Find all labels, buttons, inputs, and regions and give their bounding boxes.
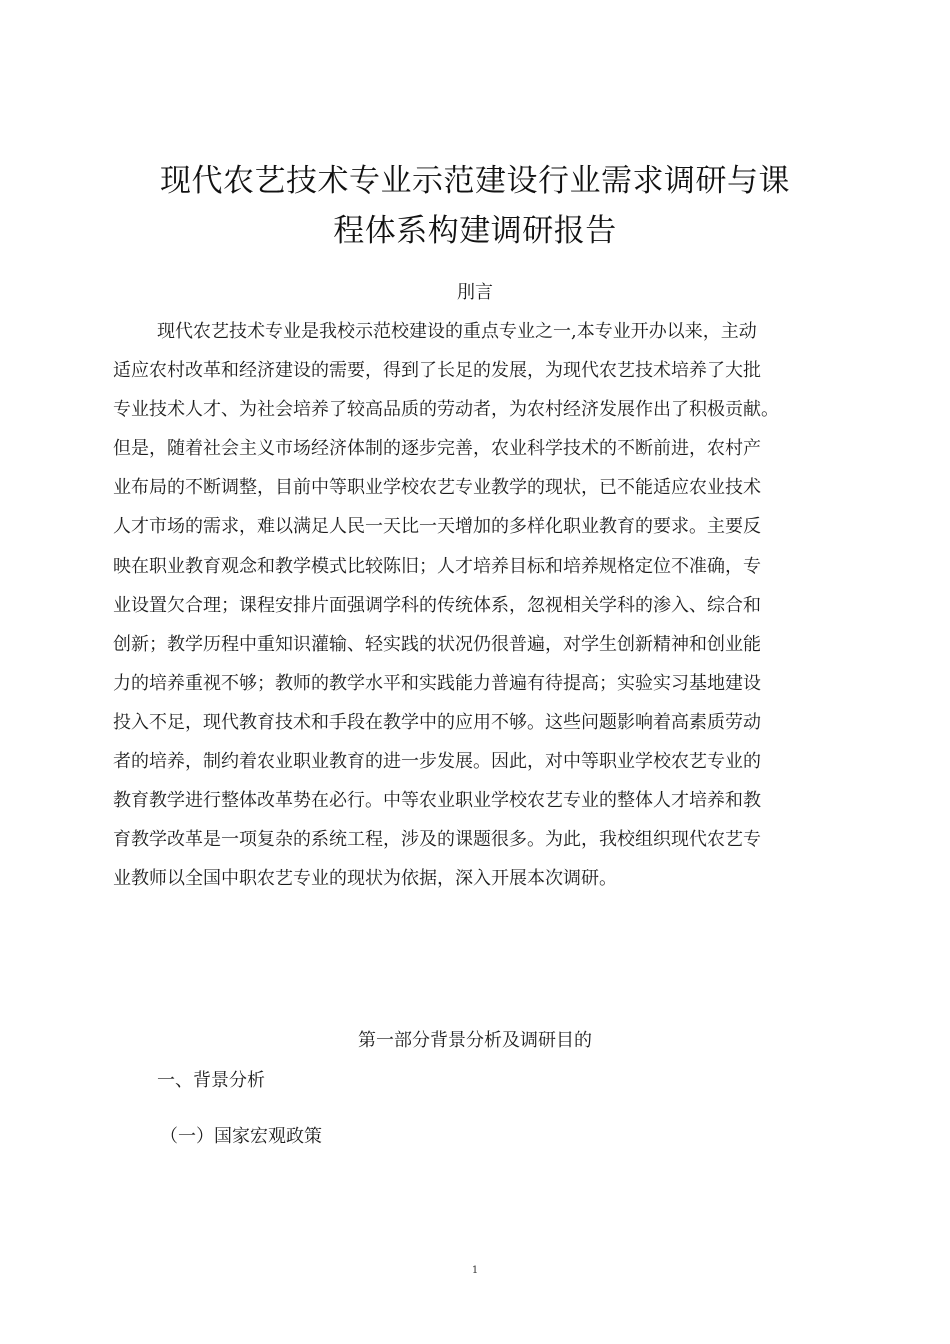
page-number: 1 bbox=[471, 1265, 479, 1276]
paragraph-line: 业布局的不断调整，目前中等职业学校农艺专业教学的现状，已不能适应农业技术 bbox=[113, 477, 761, 499]
paragraph-line: 现代农艺技术专业是我校示范校建设的重点专业之一,本专业开办以来，主动 bbox=[157, 321, 757, 342]
preface-paragraph bbox=[113, 312, 855, 898]
paragraph-line: 育教学改革是一项复杂的系统工程，涉及的课题很多。为此，我校组织现代农艺专 bbox=[113, 829, 761, 851]
paragraph-line: 创新；教学历程中重知识灌输、轻实践的状况仍很普遍，对学生创新精神和创业能 bbox=[113, 633, 761, 655]
paragraph-line: 教育教学进行整体改革势在必行。中等农业职业学校农艺专业的整体人才培养和教 bbox=[113, 790, 761, 812]
heading-national-policy: （一）国家宏观政策 bbox=[160, 1126, 322, 1147]
preface-heading: 刖言 bbox=[457, 282, 493, 303]
paragraph-line: 业设置欠合理；课程安排片面强调学科的传统体系，忽视相关学科的渗入、综合和 bbox=[113, 594, 761, 616]
heading-background-analysis: 一、背景分析 bbox=[157, 1070, 265, 1091]
section-title: 第一部分背景分析及调研目的 bbox=[358, 1030, 592, 1051]
document-title bbox=[100, 156, 850, 256]
paragraph-line: 专业技术人才、为社会培养了较高品质的劳动者，为农村经济发展作出了积极贡献。 bbox=[113, 399, 779, 421]
paragraph-line: 业教师以全国中职农艺专业的现状为依据，深入开展本次调研。 bbox=[113, 868, 617, 890]
title-line-2: 程体系构建调研报告 bbox=[333, 213, 617, 249]
paragraph-line: 映在职业教育观念和教学模式比较陈旧；人才培养目标和培养规格定位不准确，专 bbox=[113, 555, 761, 577]
paragraph-line: 人才市场的需求，难以满足人民一天比一天增加的多样化职业教育的要求。主要反 bbox=[113, 516, 761, 538]
paragraph-line: 力的培养重视不够；教师的教学水平和实践能力普遍有待提高；实验实习基地建设 bbox=[113, 672, 761, 694]
paragraph-line: 投入不足，现代教育技术和手段在教学中的应用不够。这些问题影响着高素质劳动 bbox=[113, 711, 761, 733]
paragraph-line: 适应农村改革和经济建设的需要，得到了长足的发展，为现代农艺技术培养了大批 bbox=[113, 360, 761, 382]
paragraph-line: 者的培养，制约着农业职业教育的进一步发展。因此，对中等职业学校农艺专业的 bbox=[113, 751, 761, 773]
paragraph-line: 但是，随着社会主义市场经济体制的逐步完善，农业科学技术的不断前进，农村产 bbox=[113, 438, 761, 460]
title-line-1: 现代农艺技术专业示范建设行业需求调研与课 bbox=[160, 163, 790, 199]
